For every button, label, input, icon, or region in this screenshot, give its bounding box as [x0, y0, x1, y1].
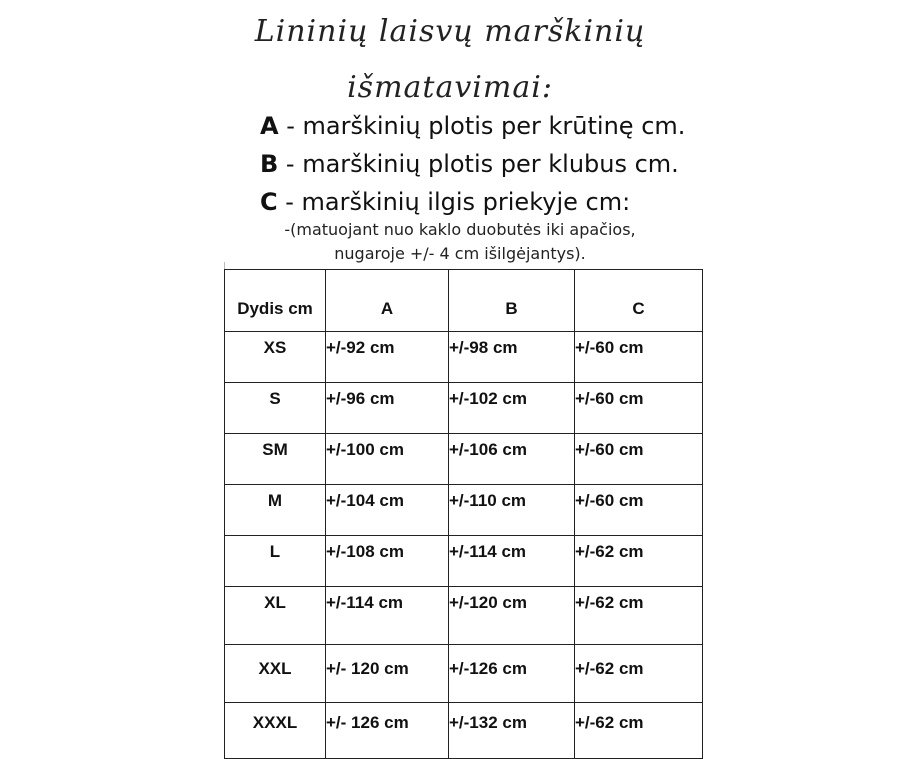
- legend-letter: A: [260, 112, 279, 140]
- table-row: [225, 703, 703, 759]
- size-cell: XXL: [225, 645, 326, 703]
- table-row: [225, 485, 703, 536]
- table-row: [225, 332, 703, 383]
- table-row: [225, 383, 703, 434]
- measurement-note-line-1: -(matuojant nuo kaklo duobutės iki apačios,: [284, 220, 636, 239]
- value-b-cell: +/-102 cm: [449, 383, 575, 434]
- table-header-row: [225, 270, 703, 332]
- size-cell: M: [225, 485, 326, 536]
- value-b-cell: +/-120 cm: [449, 587, 575, 645]
- value-c-cell: +/-60 cm: [575, 332, 703, 383]
- size-cell: L: [225, 536, 326, 587]
- value-a-cell: +/- 126 cm: [326, 703, 449, 759]
- legend-letter: B: [260, 150, 279, 178]
- size-table: [224, 269, 703, 759]
- table-row: [225, 645, 703, 703]
- legend-item-b: [260, 150, 679, 178]
- value-b-cell: +/-106 cm: [449, 434, 575, 485]
- value-c-cell: +/-62 cm: [575, 587, 703, 645]
- table-row: [225, 434, 703, 485]
- page-subtitle: išmatavimai:: [347, 70, 553, 105]
- size-cell: XXXL: [225, 703, 326, 759]
- size-cell: SM: [225, 434, 326, 485]
- column-header-b: B: [449, 270, 575, 332]
- value-c-cell: +/-60 cm: [575, 434, 703, 485]
- table-row: [225, 536, 703, 587]
- value-b-cell: +/-126 cm: [449, 645, 575, 703]
- value-c-cell: +/-62 cm: [575, 645, 703, 703]
- legend-item-c: [260, 188, 630, 216]
- value-b-cell: +/-98 cm: [449, 332, 575, 383]
- value-a-cell: +/-104 cm: [326, 485, 449, 536]
- column-header-size: Dydis cm: [225, 270, 326, 332]
- size-cell: XL: [225, 587, 326, 645]
- value-c-cell: +/-60 cm: [575, 383, 703, 434]
- value-c-cell: +/-62 cm: [575, 703, 703, 759]
- value-a-cell: +/-92 cm: [326, 332, 449, 383]
- size-cell: XS: [225, 332, 326, 383]
- legend-text: - marškinių ilgis priekyje cm:: [277, 188, 631, 216]
- legend-text: - marškinių plotis per krūtinę cm.: [278, 112, 686, 140]
- value-a-cell: +/-96 cm: [326, 383, 449, 434]
- value-a-cell: +/-108 cm: [326, 536, 449, 587]
- page-title: Lininių laisvų marškinių: [254, 14, 646, 49]
- value-b-cell: +/-132 cm: [449, 703, 575, 759]
- column-header-a: A: [326, 270, 449, 332]
- value-b-cell: +/-114 cm: [449, 536, 575, 587]
- value-b-cell: +/-110 cm: [449, 485, 575, 536]
- value-a-cell: +/-114 cm: [326, 587, 449, 645]
- legend-text: - marškinių plotis per klubus cm.: [278, 150, 679, 178]
- legend-letter: C: [260, 188, 278, 216]
- value-a-cell: +/-100 cm: [326, 434, 449, 485]
- measurement-note-line-2: nugaroje +/- 4 cm išilgėjantys).: [334, 244, 586, 263]
- value-c-cell: +/-60 cm: [575, 485, 703, 536]
- table-row: [225, 587, 703, 645]
- value-a-cell: +/- 120 cm: [326, 645, 449, 703]
- legend-item-a: [260, 112, 685, 140]
- value-c-cell: +/-62 cm: [575, 536, 703, 587]
- size-cell: S: [225, 383, 326, 434]
- column-header-c: C: [575, 270, 703, 332]
